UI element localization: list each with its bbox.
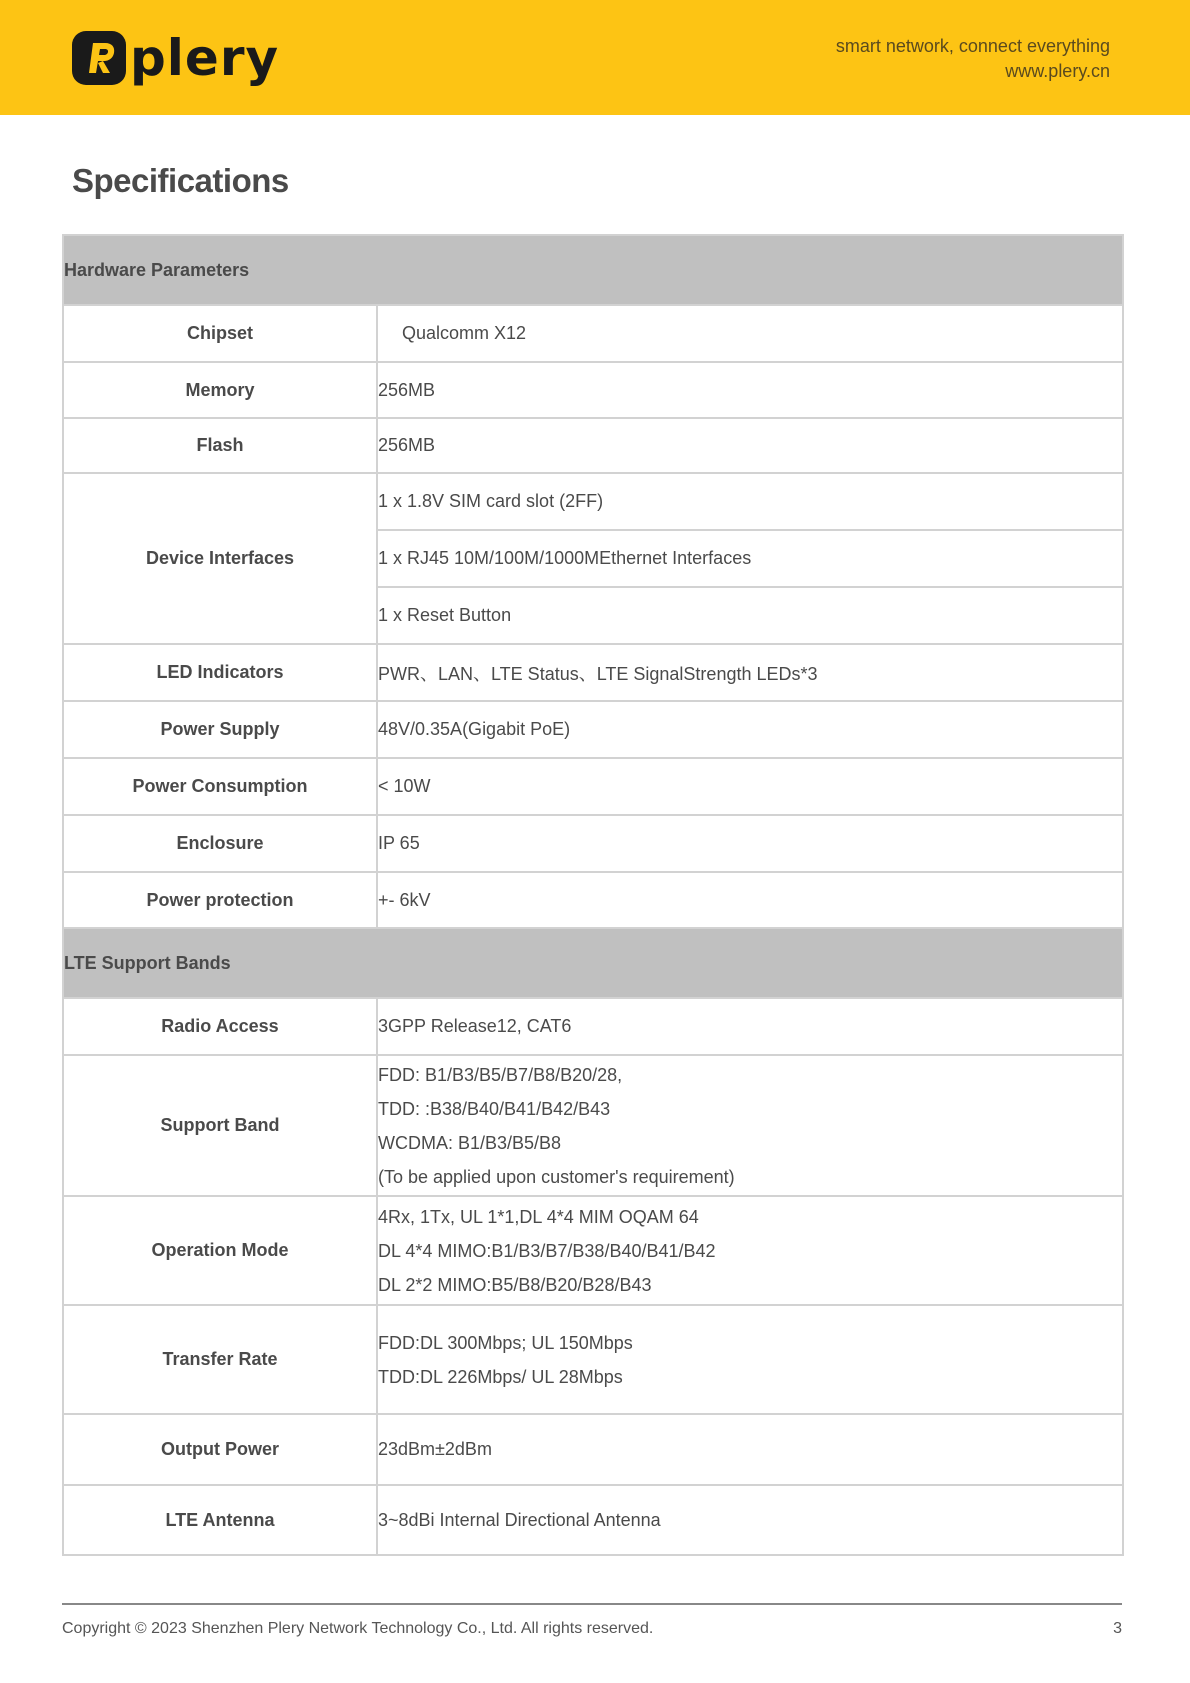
table-row: [63, 815, 1123, 872]
row-label: Power Supply: [63, 701, 377, 758]
row-value: < 10W: [377, 758, 1123, 815]
spec-table: [62, 234, 1124, 1556]
value-line: FDD:DL 300Mbps; UL 150Mbps: [378, 1332, 633, 1353]
row-label: LED Indicators: [63, 644, 377, 701]
row-label: Operation Mode: [63, 1196, 377, 1305]
section-title: Hardware Parameters: [63, 235, 1123, 305]
row-label: Chipset: [63, 305, 377, 362]
table-row: [63, 1055, 1123, 1196]
table-row: [63, 872, 1123, 928]
table-row: [63, 758, 1123, 815]
row-value: 1 x 1.8V SIM card slot (2FF): [377, 473, 1123, 530]
row-value: 1 x RJ45 10M/100M/1000MEthernet Interfaces: [377, 530, 1123, 587]
row-label: LTE Antenna: [63, 1485, 377, 1555]
row-value: 256MB: [377, 418, 1123, 473]
row-value: 3GPP Release12, CAT6: [377, 998, 1123, 1055]
value-line: FDD: B1/B3/B5/B7/B8/B20/28,: [378, 1064, 623, 1085]
section-header-hardware: [63, 235, 1123, 305]
value-line: (To be applied upon customer's requirement): [378, 1166, 735, 1187]
row-value: 256MB: [377, 362, 1123, 418]
row-value: 48V/0.35A(Gigabit PoE): [377, 701, 1123, 758]
table-row: [63, 644, 1123, 701]
footer-divider: [62, 1603, 1122, 1605]
row-value: 3~8dBi Internal Directional Antenna: [377, 1485, 1123, 1555]
table-row: [63, 362, 1123, 418]
section-title: LTE Support Bands: [63, 928, 1123, 998]
value-line: WCDMA: B1/B3/B5/B8: [378, 1132, 562, 1153]
page-header: [0, 0, 1190, 115]
row-label: Power Consumption: [63, 758, 377, 815]
page-title: Specifications: [72, 162, 289, 199]
table-row: [63, 1414, 1123, 1485]
table-row: [63, 1305, 1123, 1414]
table-row: [63, 1196, 1123, 1305]
footer-copyright: Copyright © 2023 Shenzhen Plery Network Technology Co., Ltd. All rights reserved.: [62, 1620, 654, 1637]
row-label: Radio Access: [63, 998, 377, 1055]
logo-r-icon: [72, 31, 126, 85]
row-label: Memory: [63, 362, 377, 418]
row-label: Enclosure: [63, 815, 377, 872]
brand-name: plery: [130, 29, 280, 87]
value-line: DL 4*4 MIMO:B1/B3/B7/B38/B40/B41/B42: [378, 1240, 716, 1261]
header-tagline: [836, 34, 1110, 84]
value-line: TDD:DL 226Mbps/ UL 28Mbps: [378, 1366, 623, 1387]
row-label: Power protection: [63, 872, 377, 928]
table-row: [63, 1485, 1123, 1555]
row-value-multiline: [377, 1055, 1123, 1196]
row-label: Transfer Rate: [63, 1305, 377, 1414]
value-line: DL 2*2 MIMO:B5/B8/B20/B28/B43: [378, 1274, 652, 1295]
table-row: [63, 998, 1123, 1055]
row-label: Support Band: [63, 1055, 377, 1196]
table-row: [63, 701, 1123, 758]
row-value-multiline: [377, 1196, 1123, 1305]
row-value: IP 65: [377, 815, 1123, 872]
website-link[interactable]: www.plery.cn: [1005, 61, 1110, 81]
row-label: Flash: [63, 418, 377, 473]
table-row: [63, 418, 1123, 473]
table-row: [63, 473, 1123, 530]
row-value: 23dBm±2dBm: [377, 1414, 1123, 1485]
page-number: 3: [1113, 1620, 1122, 1637]
section-header-lte: [63, 928, 1123, 998]
row-value: PWR、LAN、LTE Status、LTE SignalStrength LEDs*3: [377, 644, 1123, 701]
row-label: Output Power: [63, 1414, 377, 1485]
value-line: 4Rx, 1Tx, UL 1*1,DL 4*4 MIM OQAM 64: [378, 1206, 699, 1227]
row-value: +- 6kV: [377, 872, 1123, 928]
tagline-text: smart network, connect everything: [835, 36, 1110, 56]
table-row: [63, 305, 1123, 362]
value-line: TDD: :B38/B40/B41/B42/B43: [378, 1098, 611, 1119]
row-value: Qualcomm X12: [377, 305, 1123, 362]
plery-logo: [72, 30, 279, 86]
row-label: Device Interfaces: [63, 473, 377, 644]
row-value: 1 x Reset Button: [377, 587, 1123, 644]
row-value-multiline: [377, 1305, 1123, 1414]
